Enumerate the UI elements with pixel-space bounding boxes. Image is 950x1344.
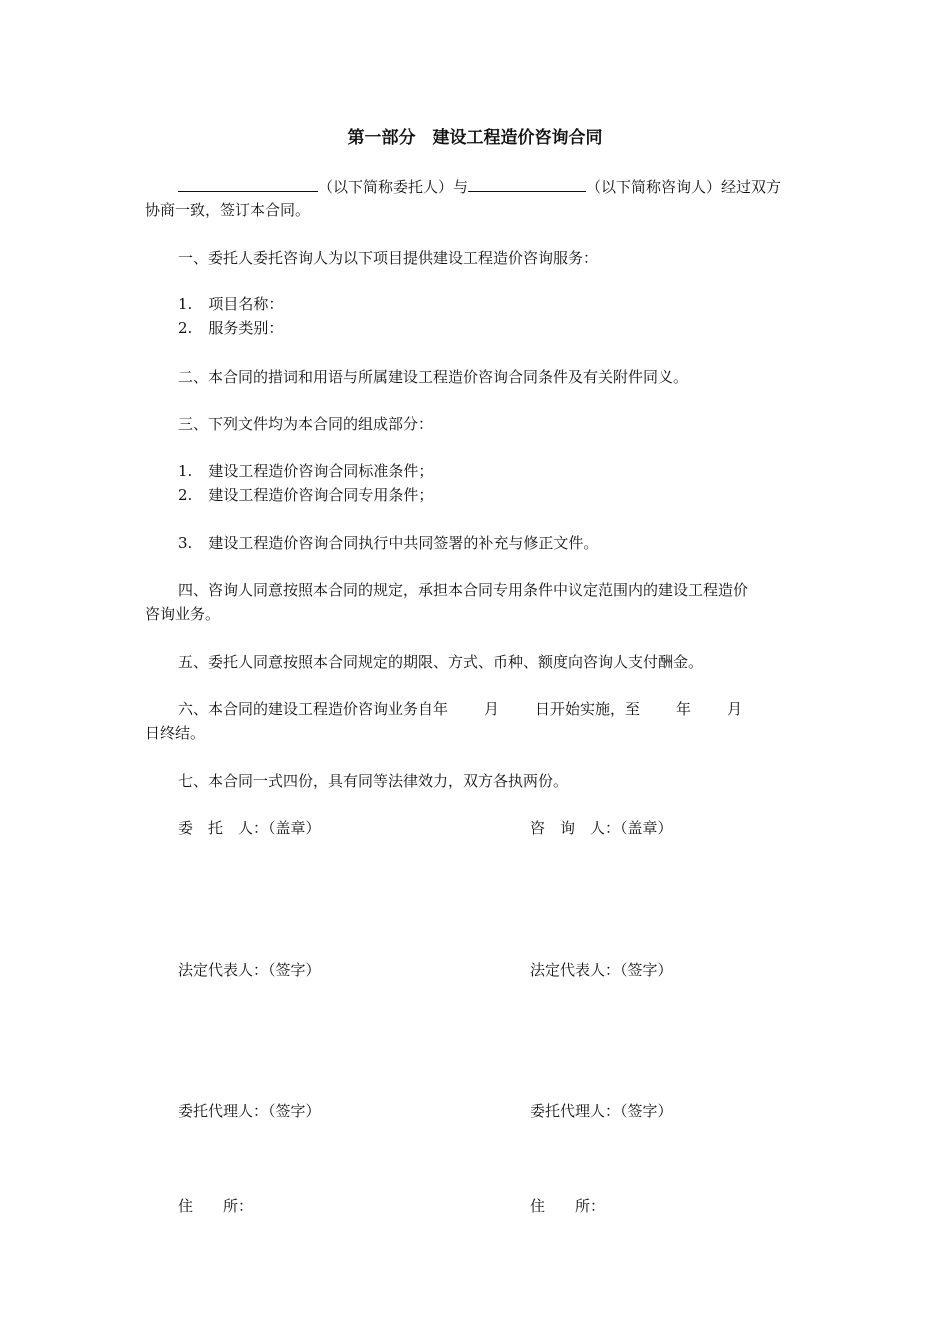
section-6-line-1	[178, 699, 742, 719]
intro-line-1	[178, 175, 781, 197]
list-item-text: 项目名称：	[208, 295, 284, 313]
section-1-heading: 一、委托人委托咨询人为以下项目提供建设工程造价咨询服务：	[178, 249, 599, 267]
list-item-number: 2.	[178, 486, 193, 504]
section-6-start-year: 六、本合同的建设工程造价咨询业务自年	[178, 700, 449, 718]
client-agent-label: 委托代理人：（签字）	[178, 1102, 321, 1120]
list-item-number: 2.	[178, 319, 193, 337]
section-4-line-2: 咨询业务。	[145, 605, 221, 623]
section-3-heading: 三、下列文件均为本合同的组成部分：	[178, 415, 434, 433]
section-7: 七、本合同一式四份，具有同等法律效力，双方各执两份。	[178, 772, 569, 790]
client-address-label: 住 所：	[178, 1197, 254, 1215]
list-item-number: 1.	[178, 462, 193, 480]
list-item	[178, 294, 283, 314]
intro-line-2: 协商一致，签订本合同。	[145, 201, 311, 219]
section-6-start-month: 月	[484, 700, 500, 718]
consultant-name-blank[interactable]	[468, 175, 586, 192]
list-item-number: 1.	[178, 295, 193, 313]
section-6-end-year: 年	[676, 700, 692, 718]
consultant-legal-rep-label: 法定代表人：（签字）	[530, 961, 673, 979]
list-item-number: 3.	[178, 534, 193, 552]
client-suffix: （以下简称委托人）与	[318, 178, 469, 196]
consultant-suffix: （以下简称咨询人）经过双方	[586, 178, 782, 196]
consultant-agent-label: 委托代理人：（签字）	[530, 1102, 673, 1120]
section-4-line-1: 四、咨询人同意按照本合同的规定，承担本合同专用条件中议定范围内的建设工程造价	[178, 581, 749, 599]
client-seal-label: 委 托 人：（盖章）	[178, 819, 321, 837]
list-item-text: 建设工程造价咨询合同专用条件；	[208, 486, 434, 504]
list-item	[178, 461, 433, 481]
list-item	[178, 533, 598, 553]
list-item-text: 服务类别：	[208, 319, 284, 337]
section-6-line-2: 日终结。	[145, 724, 206, 742]
section-6-end-month: 月	[727, 700, 743, 718]
consultant-seal-label: 咨 询 人：（盖章）	[530, 819, 673, 837]
document-title: 第一部分 建设工程造价咨询合同	[347, 128, 603, 148]
list-item-text: 建设工程造价咨询合同执行中共同签署的补充与修正文件。	[208, 534, 599, 552]
list-item-text: 建设工程造价咨询合同标准条件；	[208, 462, 434, 480]
client-legal-rep-label: 法定代表人：（签字）	[178, 961, 321, 979]
section-2: 二、本合同的措词和用语与所属建设工程造价咨询合同条件及有关附件同义。	[178, 368, 689, 386]
list-item	[178, 318, 283, 338]
section-6-start-day: 日开始实施，至	[535, 700, 641, 718]
list-item	[178, 485, 433, 505]
section-5: 五、委托人同意按照本合同规定的期限、方式、币种、额度向咨询人支付酬金。	[178, 653, 704, 671]
client-name-blank[interactable]	[178, 175, 318, 192]
consultant-address-label: 住 所：	[530, 1197, 606, 1215]
